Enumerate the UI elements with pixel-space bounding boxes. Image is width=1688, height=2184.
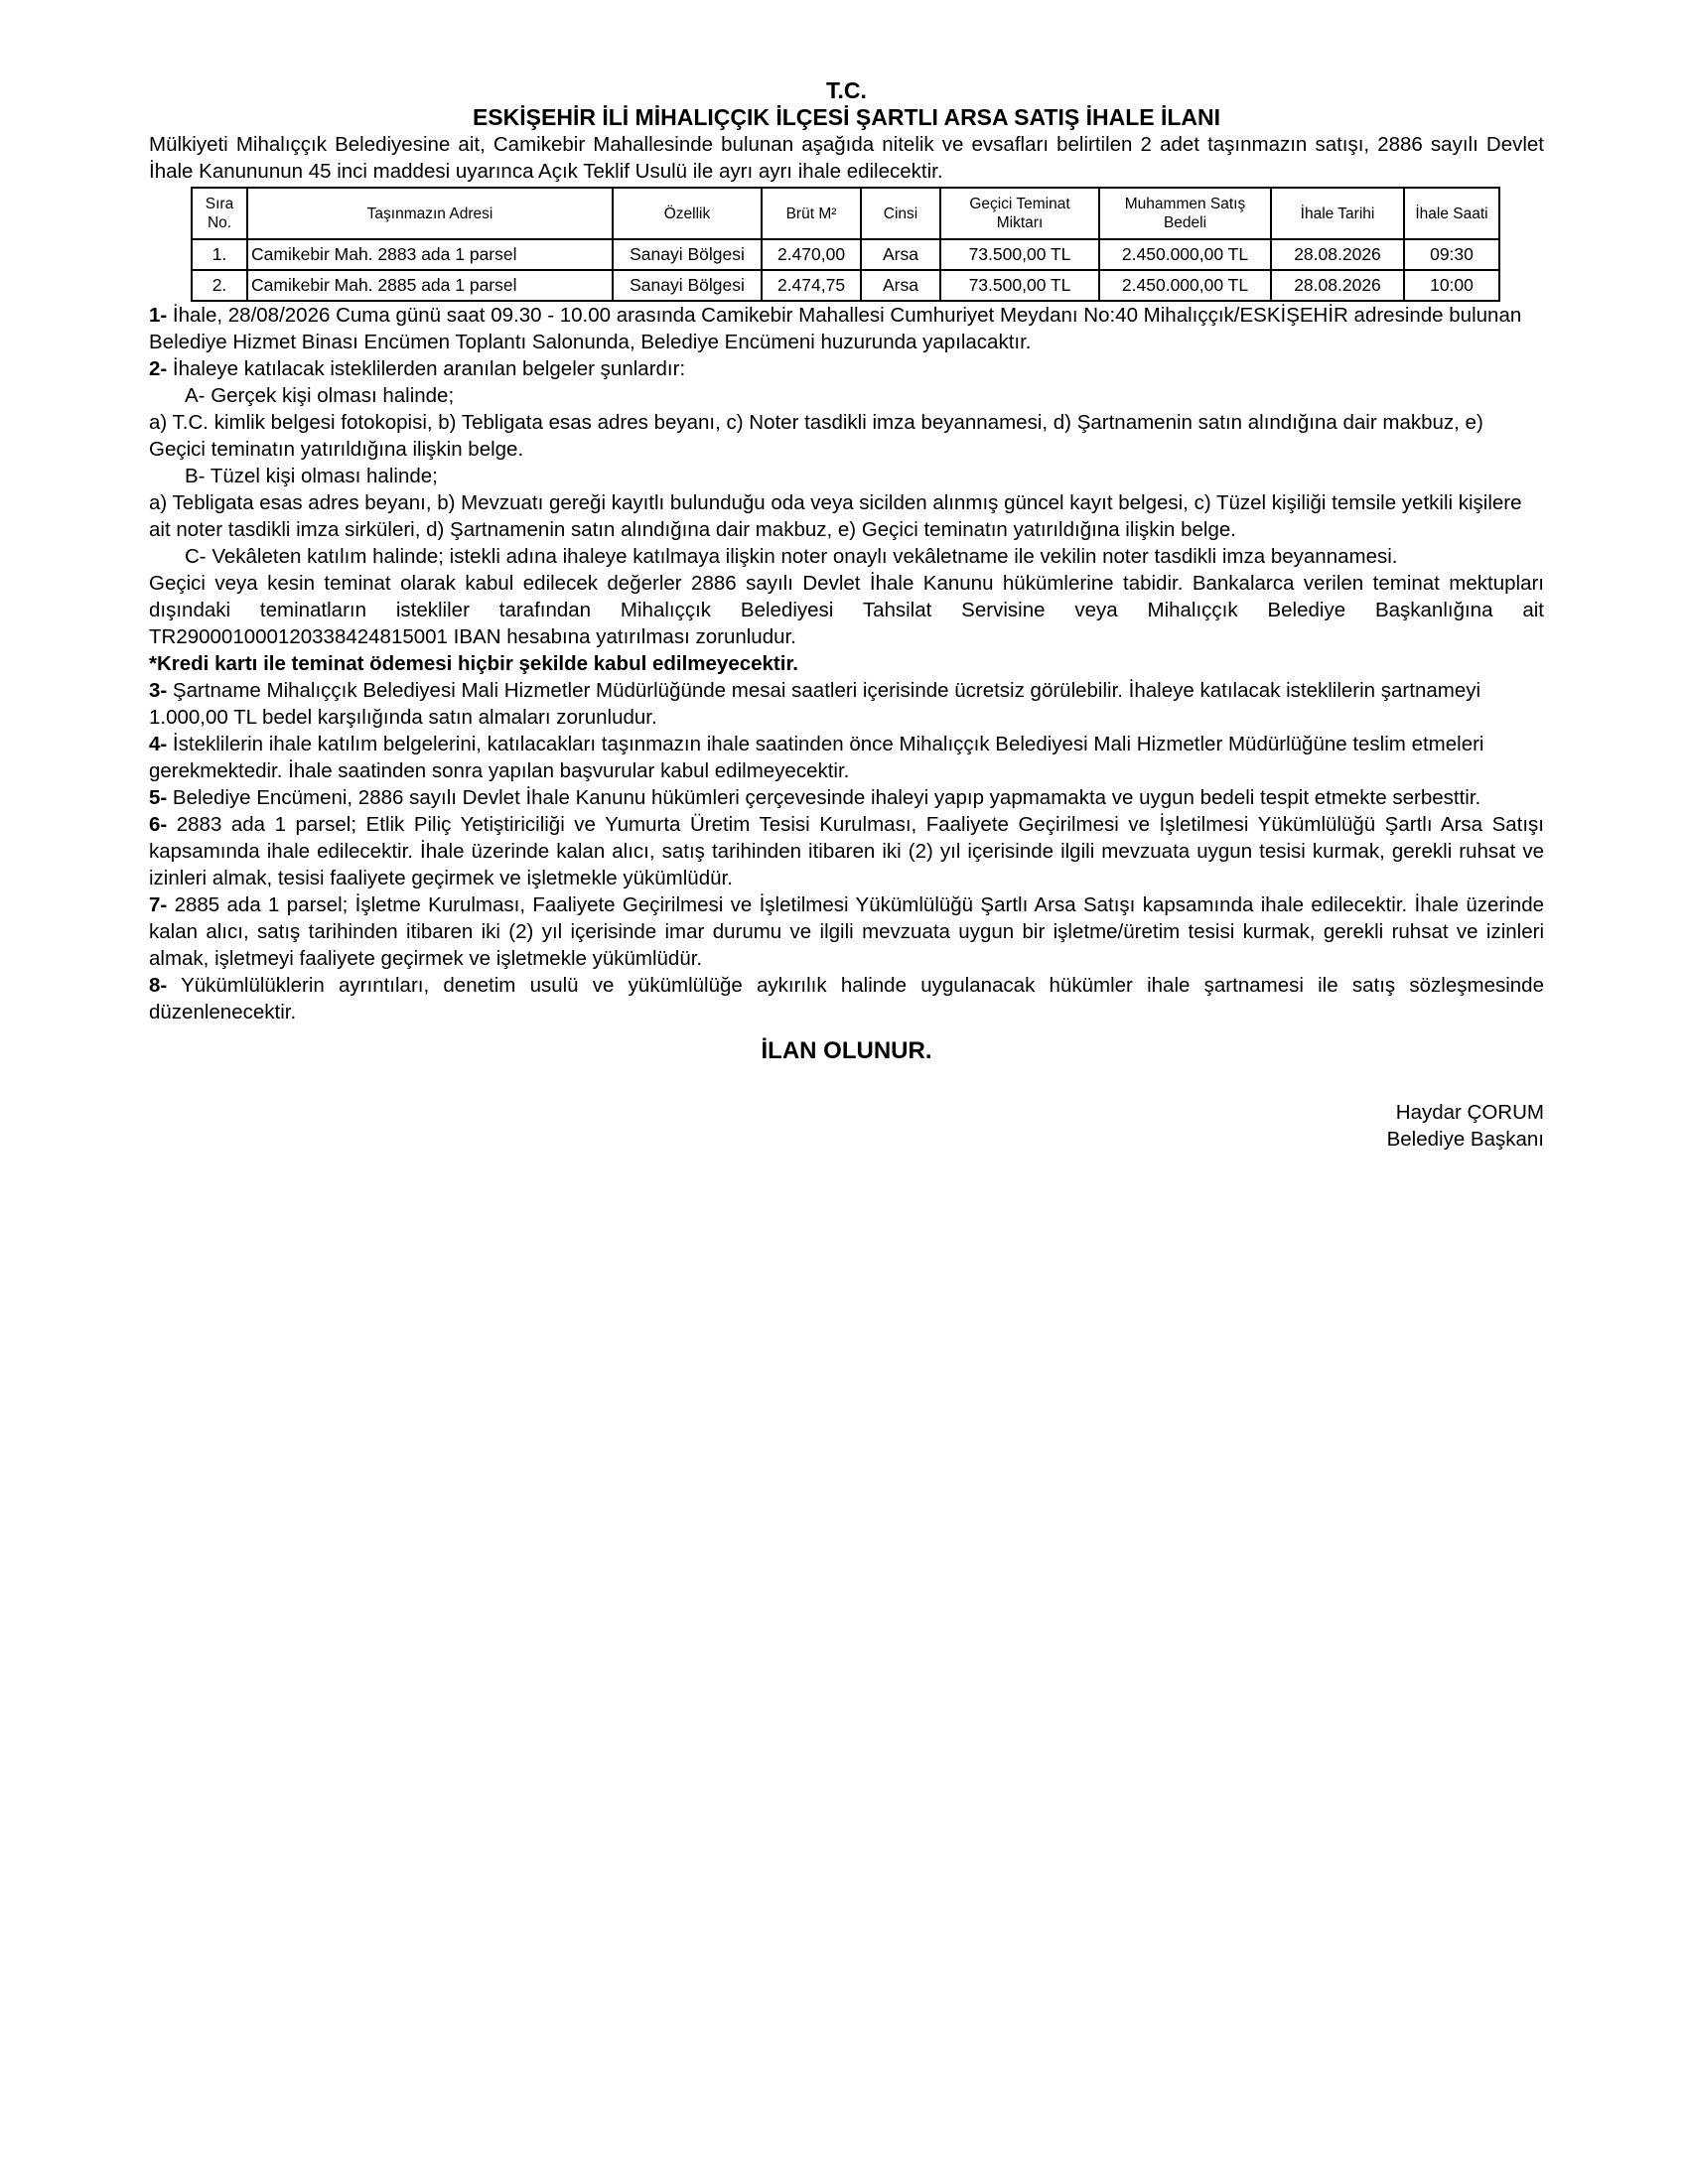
item-text: Belediye Encümeni, 2886 sayılı Devlet İhale Kanunu hükümleri çerçevesinde ihaleyi yapıp yapmamakta ve uygun bedeli tespit etmekte serbesttir. xyxy=(167,786,1481,809)
table-cell: 73.500,00 TL xyxy=(940,270,1099,301)
item-1 xyxy=(149,302,1544,355)
table-cell: 28.08.2026 xyxy=(1271,239,1404,270)
header-cell: Sıra No. xyxy=(192,188,247,239)
table-cell: 28.08.2026 xyxy=(1271,270,1404,301)
intro-paragraph: Mülkiyeti Mihalıççık Belediyesine ait, Camikebir Mahallesinde bulunan aşağıda nitelik ve evsafları belirtilen 2 adet taşınmazın satışı, 2886 sayılı Devlet İhale Kanununun 45 inci maddesi uyarınca Açık Teklif Usulü ile ayrı ayrı ihale edilecektir. xyxy=(149,133,1544,183)
header-cell: Cinsi xyxy=(861,188,940,239)
table-cell: 2.470,00 xyxy=(762,239,861,270)
subsection-b-text: a) Tebligata esas adres beyanı, b) Mevzuatı gereği kayıtlı bulunduğu oda veya sicilden alınmış güncel kayıt belgesi, c) Tüzel kişiliği temsile yetkili kişilere ait noter tasdikli imza sirküleri, d) Şartnamenin satın alındığına dair makbuz, e) Geçici teminatın yatırıldığına ilişkin belge. xyxy=(149,491,1522,541)
subsection-a-heading: A- Gerçek kişi olması halinde; xyxy=(185,384,455,407)
table-cell: Camikebir Mah. 2883 ada 1 parsel xyxy=(247,239,613,270)
item-number: 7- xyxy=(149,893,168,916)
subsection-b-heading: B- Tüzel kişi olması halinde; xyxy=(185,465,438,487)
item-text: 2885 ada 1 parsel; İşletme Kurulması, Faaliyete Geçirilmesi ve İşletilmesi Yükümlülüğü Şartlı Arsa Satışı kapsamında ihale edilecektir. İhale üzerinde kalan alıcı, satış tarihinden itibaren iki (2) yıl içerisinde imar durumu ve ilgili mevzuata uygun bir işletme/üretim tesisi kurmak, gerekli ruhsat ve izinleri almak, işletmeyi faaliyete geçirmek ve işletmekle yükümlüdür. xyxy=(149,893,1544,970)
header-cell: İhale Tarihi xyxy=(1271,188,1404,239)
item-4 xyxy=(149,731,1544,784)
item-text: İsteklilerin ihale katılım belgelerini, katılacakları taşınmazın ihale saatinden önce Mihalıççık Belediyesi Mali Hizmetler Müdürlüğüne teslim etmeleri gerekmektedir. İhale saatinden sonra yapılan başvurular kabul edilmeyecektir. xyxy=(149,733,1484,782)
table-cell: Arsa xyxy=(861,239,940,270)
item-text: İhale, 28/08/2026 Cuma günü saat 09.30 - 10.00 arasında Camikebir Mahallesi Cumhuriyet Meydanı No:40 Mihalıççık/ESKİŞEHİR adresinde bulunan Belediye Hizmet Binası Encümen Toplantı Salonunda, Belediye Encümeni huzurunda yapılacaktır. xyxy=(149,304,1522,353)
subsection-a-text: a) T.C. kimlik belgesi fotokopisi, b) Tebligata esas adres beyanı, c) Noter tasdikli imza beyannamesi, d) Şartnamenin satın alındığına dair makbuz, e) Geçici teminatın yatırıldığına ilişkin belge. xyxy=(149,411,1483,461)
item-2 xyxy=(149,355,1544,382)
closing-statement: İLAN OLUNUR. xyxy=(761,1037,932,1064)
table-cell: 2. xyxy=(192,270,247,301)
header-cell: Taşınmazın Adresi xyxy=(247,188,613,239)
table-cell: 10:00 xyxy=(1404,270,1499,301)
credit-card-notice: *Kredi kartı ile teminat ödemesi hiçbir şekilde kabul edilmeyecektir. xyxy=(149,652,798,675)
header-tc: T.C. xyxy=(826,77,867,103)
item-number: 5- xyxy=(149,786,168,809)
item-5 xyxy=(149,784,1544,811)
header-cell: Muhammen Satış Bedeli xyxy=(1099,188,1271,239)
table-cell: 2.474,75 xyxy=(762,270,861,301)
table-cell: 2.450.000,00 TL xyxy=(1099,270,1271,301)
subsection-c-text: C- Vekâleten katılım halinde; istekli adına ihaleye katılmaya ilişkin noter onaylı vekâletname ile vekilin noter tasdikli imza beyannamesi. xyxy=(185,545,1398,568)
teminat-paragraph: Geçici veya kesin teminat olarak kabul edilecek değerler 2886 sayılı Devlet İhale Kanunu hükümlerine tabidir. Bankalarca verilen teminat mektupları dışındaki teminatların istekliler tarafından Mihalıççık Belediyesi Tahsilat Servisine veya Mihalıççık Belediye Başkanlığına ait TR290001000120338424815001 IBAN hesabına yatırılması zorunludur. xyxy=(149,572,1544,648)
table-cell: Sanayi Bölgesi xyxy=(613,270,762,301)
table-cell: Sanayi Bölgesi xyxy=(613,239,762,270)
table-cell: Arsa xyxy=(861,270,940,301)
table-row xyxy=(192,239,1499,270)
item-number: 3- xyxy=(149,679,168,702)
table-cell: 1. xyxy=(192,239,247,270)
header-cell: Geçici Teminat Miktarı xyxy=(940,188,1099,239)
page-title: ESKİŞEHİR İLİ MİHALIÇÇIK İLÇESİ ŞARTLI ARSA SATIŞ İHALE İLANI xyxy=(472,104,1221,130)
item-number: 1- xyxy=(149,304,168,327)
item-text: Yükümlülüklerin ayrıntıları, denetim usulü ve yükümlülüğe aykırılık halinde uygulanacak hükümler ihale şartnamesi ile satış sözleşmesinde düzenlenecektir. xyxy=(149,974,1544,1024)
header-cell: Özellik xyxy=(613,188,762,239)
item-7 xyxy=(149,891,1544,972)
item-number: 2- xyxy=(149,357,168,380)
table-cell: Camikebir Mah. 2885 ada 1 parsel xyxy=(247,270,613,301)
announcement-page xyxy=(149,77,1544,1153)
item-6 xyxy=(149,811,1544,891)
item-number: 8- xyxy=(149,974,168,997)
table-cell: 09:30 xyxy=(1404,239,1499,270)
table-cell: 2.450.000,00 TL xyxy=(1099,239,1271,270)
item-3 xyxy=(149,677,1544,731)
item-8 xyxy=(149,972,1544,1025)
signature-block xyxy=(149,1099,1544,1153)
table-cell: 73.500,00 TL xyxy=(940,239,1099,270)
item-text: İhaleye katılacak isteklilerden aranılan belgeler şunlardır: xyxy=(167,357,686,380)
signature-title: Belediye Başkanı xyxy=(1386,1128,1544,1151)
item-number: 4- xyxy=(149,733,168,755)
item-text: 2883 ada 1 parsel; Etlik Piliç Yetiştiriciliği ve Yumurta Üretim Tesisi Kurulması, Faaliyete Geçirilmesi ve İşletilmesi Yükümlülüğü Şartlı Arsa Satışı kapsamında ihale edilecektir. İhale üzerinde kalan alıcı, satış tarihinden itibaren iki (2) yıl içerisinde ilgili mevzuata uygun tesisi kurmak, gerekli ruhsat ve izinleri almak, tesisi faaliyete geçirmek ve işletmekle yükümlüdür. xyxy=(149,813,1544,889)
header-cell: İhale Saati xyxy=(1404,188,1499,239)
item-text: Şartname Mihalıççık Belediyesi Mali Hizmetler Müdürlüğünde mesai saatleri içerisinde ücretsiz görülebilir. İhaleye katılacak isteklilerin şartnameyi 1.000,00 TL bedel karşılığında satın almaları zorunludur. xyxy=(149,679,1481,729)
item-number: 6- xyxy=(149,813,168,836)
table-header-row xyxy=(192,188,1499,239)
table-row xyxy=(192,270,1499,301)
signature-name: Haydar ÇORUM xyxy=(1395,1101,1544,1124)
header-cell: Brüt M² xyxy=(762,188,861,239)
property-table xyxy=(191,187,1500,302)
